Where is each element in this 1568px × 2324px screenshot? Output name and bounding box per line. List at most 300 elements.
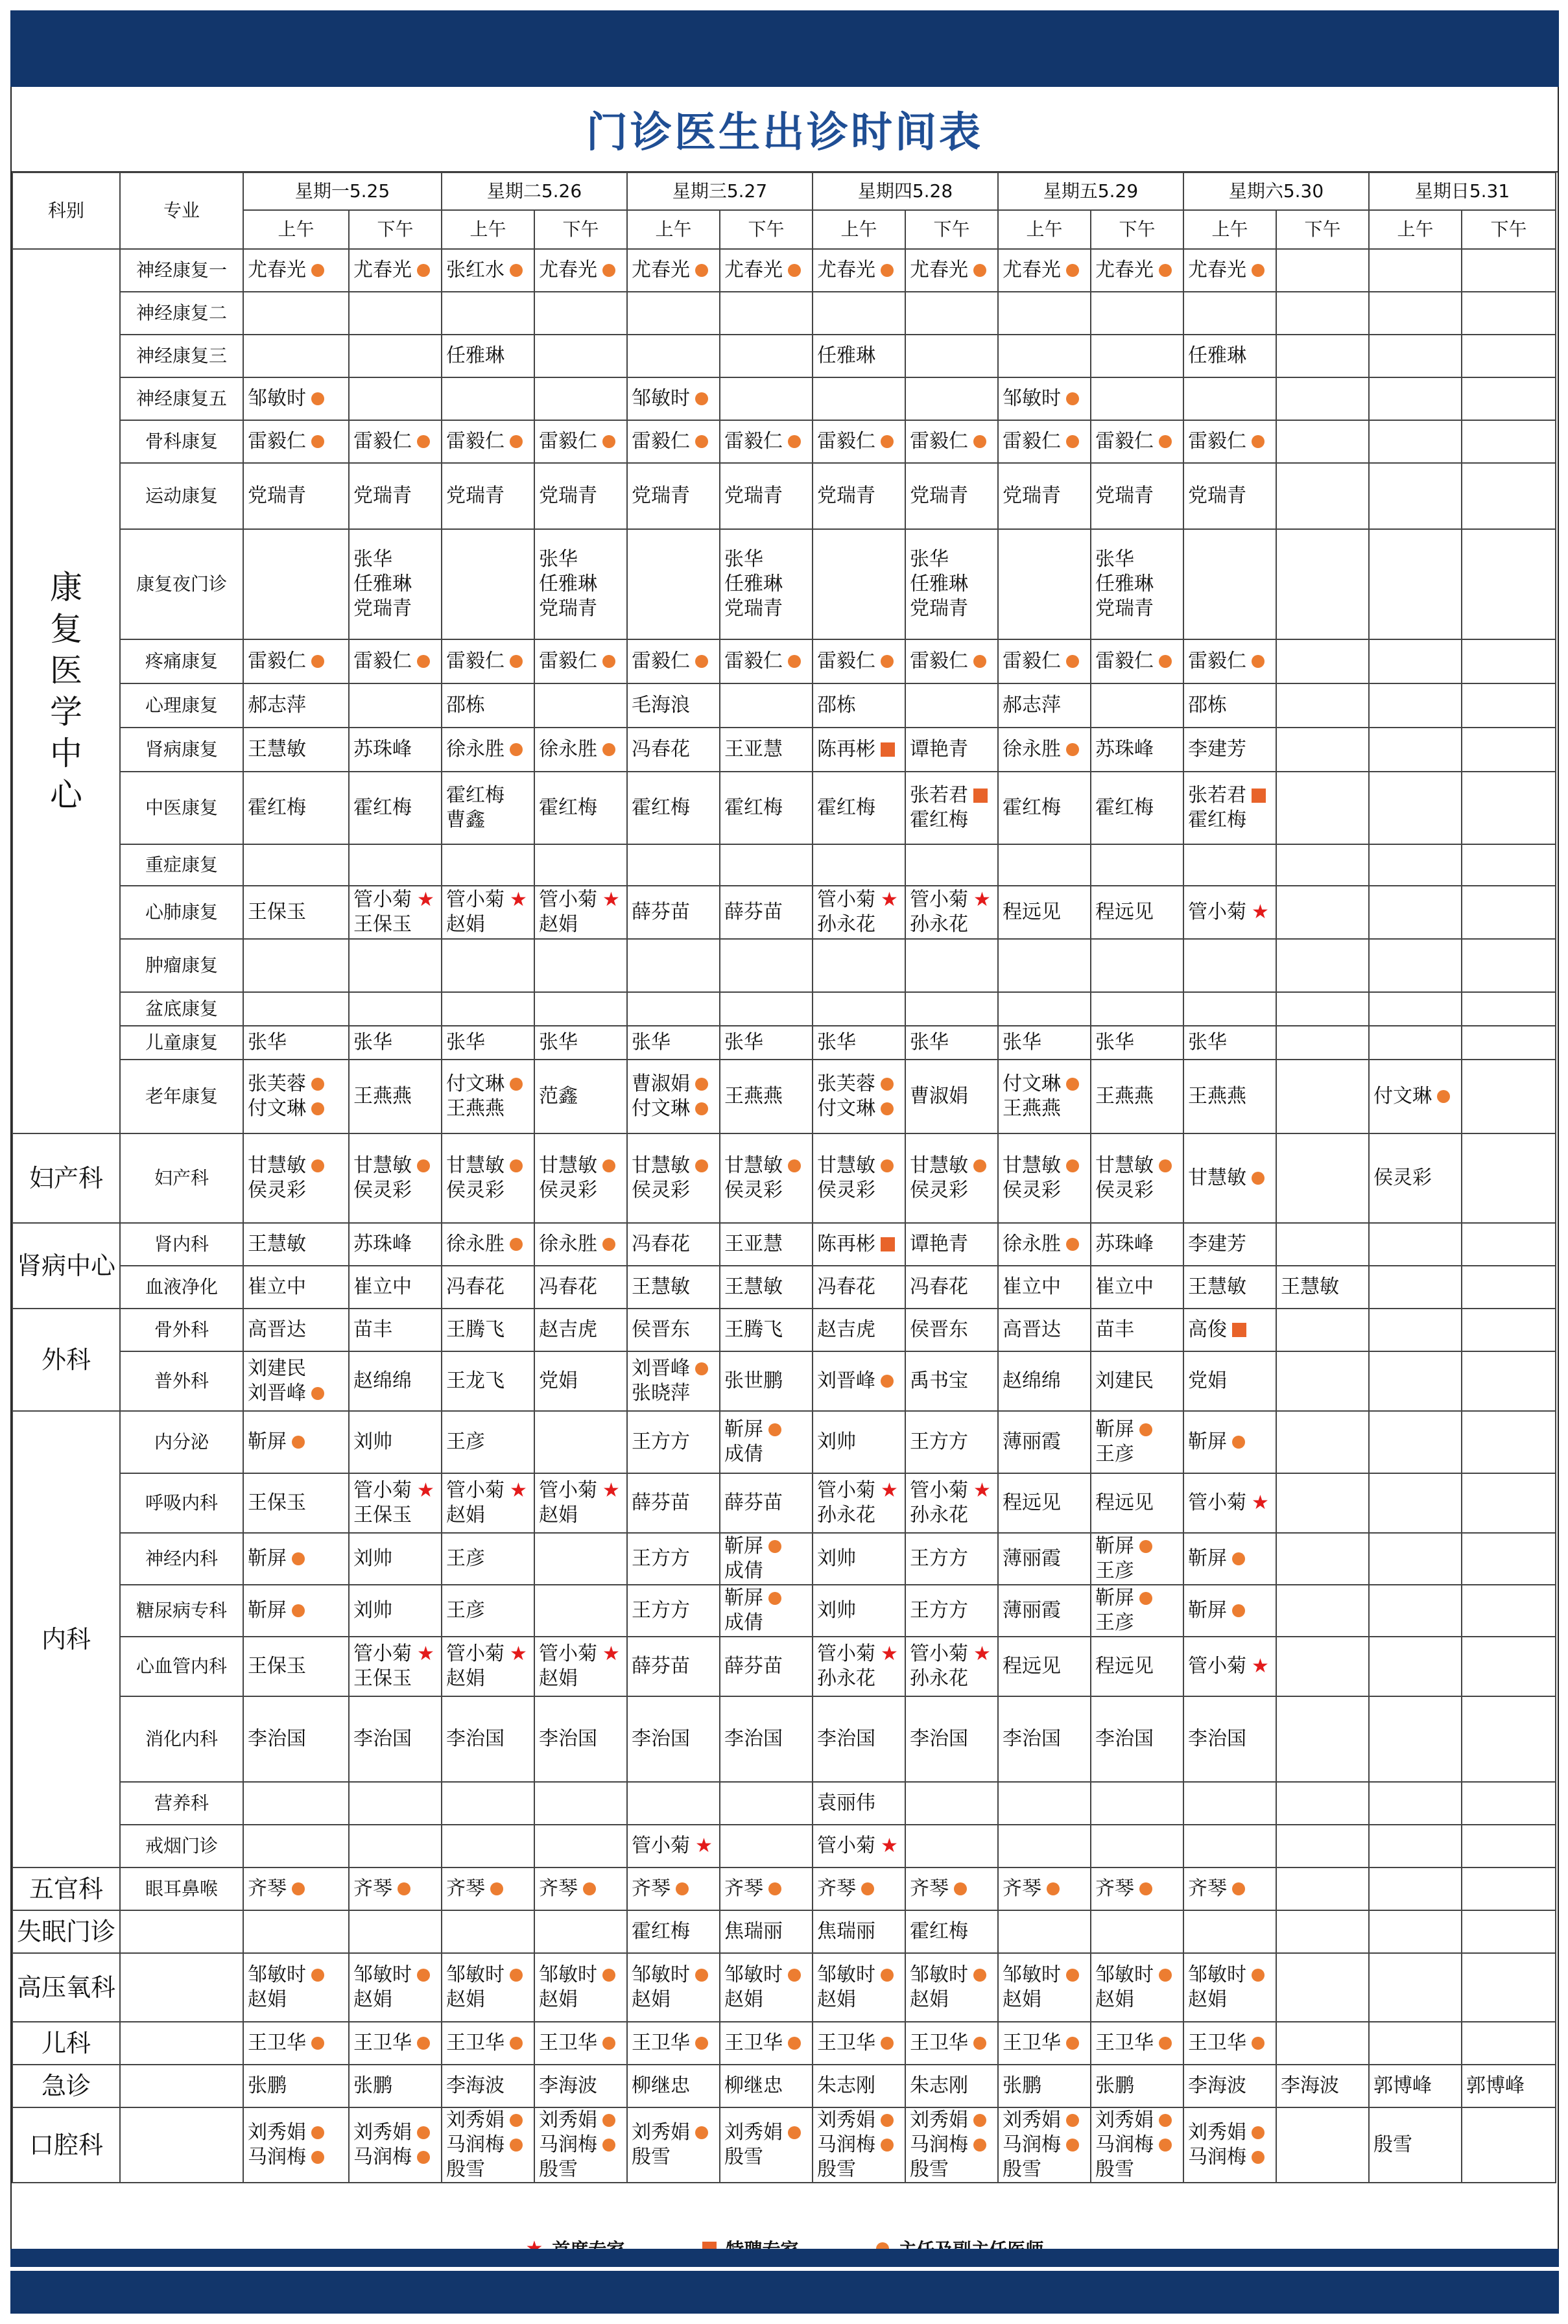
- doctor-entry: [1095, 900, 1179, 925]
- specialty-cell: 心理康复: [120, 683, 243, 728]
- doctor-cell: [349, 992, 442, 1026]
- doctor-cell: [1369, 1585, 1462, 1637]
- director-dot-icon: [881, 2037, 894, 2050]
- chief-expert-star-icon: ★: [417, 1479, 434, 1502]
- doctor-cell: [905, 1266, 998, 1309]
- doctor-cell: [442, 1696, 534, 1782]
- doctor-entry: [446, 1666, 530, 1691]
- doctor-name: 赵娟: [539, 1988, 578, 2011]
- chief-expert-star-icon: ★: [602, 1642, 620, 1665]
- doctor-name: 李建芳: [1188, 738, 1246, 761]
- chief-expert-star-icon: ★: [1252, 901, 1269, 923]
- doctor-name: 程远见: [1003, 901, 1061, 923]
- doctor-cell: [1462, 639, 1556, 683]
- doctor-cell: [442, 1637, 534, 1696]
- doctor-cell: [998, 377, 1091, 420]
- doctor-entry: [446, 1547, 530, 1571]
- doctor-name: 王保玉: [353, 913, 412, 936]
- doctor-name: 侯灵彩: [539, 1179, 597, 1202]
- doctor-name: 齐琴: [446, 1877, 485, 1900]
- doctor-name: 靳屏: [724, 1535, 763, 1558]
- director-dot-icon: [1252, 2151, 1265, 2164]
- director-dot-icon: [510, 655, 523, 668]
- specialty-cell: [120, 1910, 243, 1953]
- doctor-cell: [1276, 1223, 1369, 1266]
- doctor-cell: [442, 1910, 534, 1953]
- doctor-cell: [349, 772, 442, 844]
- doctor-name: 靳屏: [1188, 1547, 1227, 1570]
- doctor-entry: [910, 547, 993, 572]
- doctor-name: 管小菊: [817, 1642, 875, 1665]
- doctor-cell: [1462, 335, 1556, 377]
- doctor-cell: [1369, 1825, 1462, 1868]
- doctor-cell: [534, 1266, 627, 1309]
- doctor-cell: [1276, 728, 1369, 772]
- chief-expert-star-icon: ★: [973, 1479, 991, 1502]
- doctor-name: 徐永胜: [446, 738, 505, 761]
- doctor-cell: [1276, 772, 1369, 844]
- doctor-cell: [905, 772, 998, 844]
- doctor-name: 禹书宝: [910, 1370, 968, 1392]
- director-dot-icon: [973, 1969, 986, 1982]
- doctor-cell: [442, 939, 534, 992]
- doctor-cell: [1091, 1473, 1183, 1533]
- doctor-cell: [1091, 2107, 1183, 2183]
- table-row: [12, 1473, 1556, 1533]
- doctor-name: 任雅琳: [724, 573, 783, 595]
- table-row: [12, 335, 1556, 377]
- dept-cell: 康 复 医 学 中 心: [12, 249, 120, 1133]
- header-am: 上午: [813, 210, 905, 249]
- doctor-name: 侯灵彩: [724, 1179, 783, 1202]
- doctor-cell: [627, 420, 720, 463]
- doctor-entry: [724, 1318, 808, 1342]
- doctor-cell: [627, 1782, 720, 1825]
- director-dot-icon: [602, 264, 615, 277]
- director-dot-icon: [311, 2037, 324, 2050]
- doctor-name: 徐永胜: [446, 1233, 505, 1255]
- director-dot-icon: [311, 392, 324, 405]
- director-dot-icon: [973, 1159, 986, 1172]
- doctor-cell: [1091, 1825, 1183, 1868]
- doctor-cell: [1369, 683, 1462, 728]
- director-dot-icon: [676, 1882, 689, 1895]
- doctor-name: 焦瑞丽: [724, 1920, 783, 1943]
- table-row: [12, 1026, 1556, 1060]
- doctor-cell: [349, 1533, 442, 1585]
- doctor-cell: [1369, 886, 1462, 939]
- doctor-name: 张鹏: [353, 2074, 392, 2097]
- doctor-name: 马润梅: [1003, 2133, 1061, 2156]
- doctor-entry: [1281, 2074, 1364, 2098]
- table-row: [12, 1266, 1556, 1309]
- doctor-entry: [446, 1877, 530, 1901]
- doctor-name: 徐永胜: [1003, 738, 1061, 761]
- doctor-entry: [1003, 796, 1086, 820]
- doctor-cell: [905, 2065, 998, 2107]
- doctor-entry: [1095, 649, 1179, 674]
- table-row: [12, 683, 1556, 728]
- doctor-cell: [720, 1825, 813, 1868]
- doctor-cell: [998, 1133, 1091, 1223]
- doctor-cell: [813, 683, 905, 728]
- specialty-cell: 血液净化: [120, 1266, 243, 1309]
- doctor-name: 赵吉虎: [539, 1318, 597, 1341]
- doctor-cell: [442, 529, 534, 639]
- doctor-cell: [1091, 1953, 1183, 2022]
- director-dot-icon: [881, 1159, 894, 1172]
- director-dot-icon: [602, 435, 615, 448]
- doctor-entry: [1188, 737, 1272, 762]
- doctor-entry: [1003, 1430, 1086, 1454]
- doctor-name: 雷毅仁: [446, 430, 505, 453]
- table-row: [12, 2065, 1556, 2107]
- doctor-cell: [243, 2022, 349, 2065]
- doctor-entry: [1095, 1727, 1179, 1751]
- doctor-entry: [353, 258, 437, 283]
- doctor-cell: [1091, 1133, 1183, 1223]
- doctor-entry: [248, 1097, 344, 1121]
- table-row: [12, 1533, 1556, 1585]
- doctor-entry: [724, 1877, 808, 1901]
- doctor-cell: [720, 1060, 813, 1133]
- doctor-entry: [910, 1598, 993, 1623]
- doctor-name: 任雅琳: [539, 573, 597, 595]
- header-pm: 下午: [349, 210, 442, 249]
- doctor-cell: [998, 992, 1091, 1026]
- director-dot-icon: [311, 2151, 324, 2164]
- doctor-name: 赵娟: [1003, 1988, 1041, 2011]
- director-dot-icon: [1159, 655, 1172, 668]
- doctor-cell: [1183, 377, 1276, 420]
- doctor-cell: [1369, 772, 1462, 844]
- doctor-name: 袁丽伟: [817, 1792, 875, 1814]
- doctor-entry: [817, 796, 901, 820]
- doctor-name: 马润梅: [248, 2146, 306, 2168]
- doctor-cell: [243, 844, 349, 886]
- doctor-cell: [998, 1026, 1091, 1060]
- doctor-entry: [817, 1598, 901, 1623]
- doctor-entry: [539, 649, 623, 674]
- doctor-entry: [1003, 1275, 1086, 1299]
- doctor-entry: [1003, 2133, 1086, 2157]
- doctor-name: 王卫华: [539, 2032, 597, 2054]
- doctor-entry: [248, 1030, 344, 1055]
- doctor-entry: [632, 1598, 715, 1623]
- director-dot-icon: [602, 655, 615, 668]
- doctor-cell: [905, 335, 998, 377]
- doctor-cell: [243, 1026, 349, 1060]
- director-dot-icon: [510, 2139, 523, 2152]
- doctor-cell: [905, 292, 998, 335]
- doctor-entry: [353, 2145, 437, 2170]
- doctor-entry: [248, 1275, 344, 1299]
- doctor-cell: [1091, 249, 1183, 292]
- doctor-cell: [534, 728, 627, 772]
- doctor-name: 侯灵彩: [1003, 1179, 1061, 1202]
- doctor-cell: [349, 886, 442, 939]
- doctor-cell: [243, 1696, 349, 1782]
- doctor-entry: [817, 1877, 901, 1901]
- doctor-cell: [998, 1309, 1091, 1351]
- specialty-cell: 儿童康复: [120, 1026, 243, 1060]
- doctor-name: 张华: [446, 1031, 485, 1054]
- doctor-cell: [1369, 939, 1462, 992]
- doctor-name: 侯灵彩: [1095, 1179, 1154, 1202]
- doctor-cell: [998, 1782, 1091, 1825]
- doctor-entry: [353, 912, 437, 937]
- doctor-cell: [1462, 2065, 1556, 2107]
- doctor-cell: [349, 1060, 442, 1133]
- doctor-entry: [1188, 1963, 1272, 1987]
- doctor-entry: [539, 1154, 623, 1178]
- doctor-cell: [442, 728, 534, 772]
- doctor-name: 王彦: [446, 1430, 485, 1453]
- doctor-cell: [1369, 1637, 1462, 1696]
- doctor-entry: [1188, 484, 1272, 508]
- doctor-cell: [1462, 249, 1556, 292]
- doctor-entry: [632, 1275, 715, 1299]
- doctor-cell: [813, 249, 905, 292]
- director-dot-icon: [695, 435, 708, 448]
- director-dot-icon: [861, 1882, 874, 1895]
- director-dot-icon: [1252, 264, 1265, 277]
- doctor-entry: [632, 1654, 715, 1679]
- doctor-cell: [349, 728, 442, 772]
- doctor-cell: [534, 939, 627, 992]
- doctor-name: 薛芬苗: [632, 901, 690, 923]
- doctor-entry: [248, 1727, 344, 1751]
- doctor-entry: [1188, 1318, 1272, 1342]
- doctor-name: 赵娟: [724, 1988, 763, 2011]
- doctor-cell: [1091, 529, 1183, 639]
- doctor-name: 刘晋峰: [817, 1370, 875, 1392]
- doctor-entry: [910, 1430, 993, 1454]
- doctor-cell: [1276, 1910, 1369, 1953]
- doctor-cell: [1462, 1953, 1556, 2022]
- director-dot-icon: [1066, 2114, 1079, 2127]
- doctor-cell: [998, 2065, 1091, 2107]
- special-expert-square-icon: [1252, 788, 1266, 803]
- doctor-name: 郭博峰: [1466, 2074, 1525, 2097]
- table-row: [12, 639, 1556, 683]
- doctor-cell: [1462, 1910, 1556, 1953]
- doctor-name: 雷毅仁: [632, 650, 690, 672]
- doctor-name: 殷雪: [817, 2158, 856, 2181]
- doctor-entry: [724, 2031, 808, 2056]
- doctor-entry: [817, 1369, 901, 1393]
- doctor-entry: [539, 1877, 623, 1901]
- doctor-name: 孙永花: [817, 1667, 875, 1690]
- doctor-entry: [817, 1963, 901, 1987]
- doctor-entry: [910, 1987, 993, 2012]
- doctor-entry: [539, 1030, 623, 1055]
- doctor-cell: [1369, 844, 1462, 886]
- doctor-name: 郭博峰: [1373, 2074, 1432, 2097]
- doctor-cell: [905, 1060, 998, 1133]
- doctor-cell: [1369, 1411, 1462, 1473]
- doctor-entry: [910, 1232, 993, 1257]
- doctor-cell: [442, 1782, 534, 1825]
- director-dot-icon: [768, 1882, 781, 1895]
- doctor-name: 赵娟: [539, 913, 578, 936]
- doctor-cell: [998, 1351, 1091, 1411]
- doctor-entry: [1095, 2157, 1179, 2182]
- doctor-cell: [720, 1782, 813, 1825]
- doctor-cell: [813, 1868, 905, 1910]
- doctor-cell: [243, 1585, 349, 1637]
- doctor-name: 齐琴: [248, 1877, 287, 1900]
- doctor-name: 殷雪: [910, 2158, 949, 2181]
- director-dot-icon: [311, 2126, 324, 2139]
- doctor-entry: [632, 1154, 715, 1178]
- doctor-name: 陈再彬: [817, 1233, 875, 1255]
- doctor-name: 张红水: [446, 259, 505, 281]
- doctor-entry: [632, 1381, 715, 1406]
- header-dept: 科别: [12, 172, 120, 249]
- doctor-cell: [243, 1133, 349, 1223]
- doctor-cell: [998, 886, 1091, 939]
- doctor-cell: [1183, 1910, 1276, 1953]
- doctor-entry: [446, 344, 530, 368]
- specialty-cell: [120, 2107, 243, 2183]
- doctor-cell: [720, 2107, 813, 2183]
- doctor-entry: [248, 1877, 344, 1901]
- dept-cell: 口腔科: [12, 2107, 120, 2183]
- doctor-cell: [349, 1266, 442, 1309]
- doctor-cell: [998, 683, 1091, 728]
- doctor-cell: [349, 463, 442, 529]
- director-dot-icon: [954, 1882, 967, 1895]
- doctor-cell: [1369, 728, 1462, 772]
- doctor-cell: [534, 2107, 627, 2183]
- specialty-cell: [120, 2022, 243, 2065]
- doctor-cell: [1462, 1309, 1556, 1351]
- doctor-entry: [817, 1154, 901, 1178]
- doctor-cell: [627, 1133, 720, 1223]
- doctor-entry: [632, 2074, 715, 2098]
- director-dot-icon: [490, 1882, 503, 1895]
- chief-expert-star-icon: ★: [973, 1642, 991, 1665]
- director-dot-icon: [1066, 2037, 1079, 2050]
- doctor-cell: [442, 292, 534, 335]
- doctor-cell: [1276, 335, 1369, 377]
- doctor-entry: [910, 429, 993, 454]
- doctor-cell: [905, 728, 998, 772]
- doctor-name: 邹敏时: [1095, 1963, 1154, 1986]
- doctor-cell: [905, 1026, 998, 1060]
- doctor-cell: [1183, 1060, 1276, 1133]
- doctor-cell: [720, 1133, 813, 1223]
- doctor-cell: [243, 1060, 349, 1133]
- doctor-cell: [905, 844, 998, 886]
- doctor-cell: [1462, 292, 1556, 335]
- doctor-cell: [813, 1411, 905, 1473]
- top-banner: [10, 10, 1559, 87]
- doctor-entry: [724, 1442, 808, 1467]
- doctor-cell: [534, 1309, 627, 1351]
- doctor-name: 任雅琳: [910, 573, 968, 595]
- doctor-entry: [817, 1430, 901, 1454]
- doctor-cell: [905, 1782, 998, 1825]
- director-dot-icon: [695, 392, 708, 405]
- doctor-cell: [1369, 992, 1462, 1026]
- doctor-name: 刘建民: [248, 1357, 306, 1380]
- doctor-name: 王燕燕: [1188, 1085, 1246, 1108]
- director-dot-icon: [768, 1423, 781, 1436]
- doctor-entry: [1003, 900, 1086, 925]
- director-dot-icon: [788, 655, 801, 668]
- director-dot-icon: [1252, 655, 1265, 668]
- director-dot-icon: [973, 2037, 986, 2050]
- doctor-cell: [243, 1533, 349, 1585]
- doctor-cell: [1369, 1868, 1462, 1910]
- doctor-cell: [534, 886, 627, 939]
- doctor-name: 齐琴: [1003, 1877, 1041, 1900]
- doctor-name: 霍红梅: [817, 796, 875, 819]
- doctor-entry: [817, 1030, 901, 1055]
- doctor-cell: [627, 639, 720, 683]
- dept-cell: 妇产科: [12, 1133, 120, 1223]
- doctor-name: 尤春光: [817, 259, 875, 281]
- doctor-cell: [1462, 377, 1556, 420]
- doctor-cell: [905, 1133, 998, 1223]
- doctor-cell: [1369, 1309, 1462, 1351]
- doctor-entry: [248, 1598, 344, 1623]
- doctor-cell: [243, 292, 349, 335]
- doctor-cell: [720, 1533, 813, 1585]
- doctor-name: 齐琴: [817, 1877, 856, 1900]
- doctor-cell: [627, 463, 720, 529]
- doctor-name: 党娟: [539, 1370, 578, 1392]
- doctor-entry: [724, 1232, 808, 1257]
- doctor-cell: [905, 1351, 998, 1411]
- doctor-entry: [1003, 649, 1086, 674]
- doctor-cell: [813, 886, 905, 939]
- doctor-entry: [1373, 1166, 1457, 1191]
- specialty-cell: 营养科: [120, 1782, 243, 1825]
- doctor-name: 任雅琳: [817, 344, 875, 367]
- doctor-cell: [1369, 1953, 1462, 2022]
- doctor-cell: [1276, 939, 1369, 992]
- doctor-cell: [442, 420, 534, 463]
- doctor-entry: [910, 1877, 993, 1901]
- doctor-entry: [1188, 1987, 1272, 2012]
- doctor-entry: [1188, 1727, 1272, 1751]
- doctor-cell: [1369, 1266, 1462, 1309]
- director-dot-icon: [1066, 1078, 1079, 1091]
- doctor-name: 谭艳青: [910, 738, 968, 761]
- doctor-cell: [534, 683, 627, 728]
- doctor-cell: [442, 249, 534, 292]
- doctor-cell: [905, 1473, 998, 1533]
- chief-expert-star-icon: ★: [881, 1642, 898, 1665]
- doctor-entry: [910, 2133, 993, 2157]
- doctor-name: 尤春光: [353, 259, 412, 281]
- doctor-cell: [442, 1411, 534, 1473]
- doctor-cell: [720, 1473, 813, 1533]
- doctor-cell: [349, 1473, 442, 1533]
- doctor-cell: [1091, 420, 1183, 463]
- doctor-cell: [1091, 939, 1183, 992]
- doctor-cell: [442, 1060, 534, 1133]
- doctor-cell: [998, 728, 1091, 772]
- director-dot-icon: [583, 1882, 596, 1895]
- doctor-name: 尤春光: [910, 259, 968, 281]
- director-dot-icon: [510, 1159, 523, 1172]
- doctor-name: 管小菊: [539, 888, 597, 911]
- doctor-cell: [813, 939, 905, 992]
